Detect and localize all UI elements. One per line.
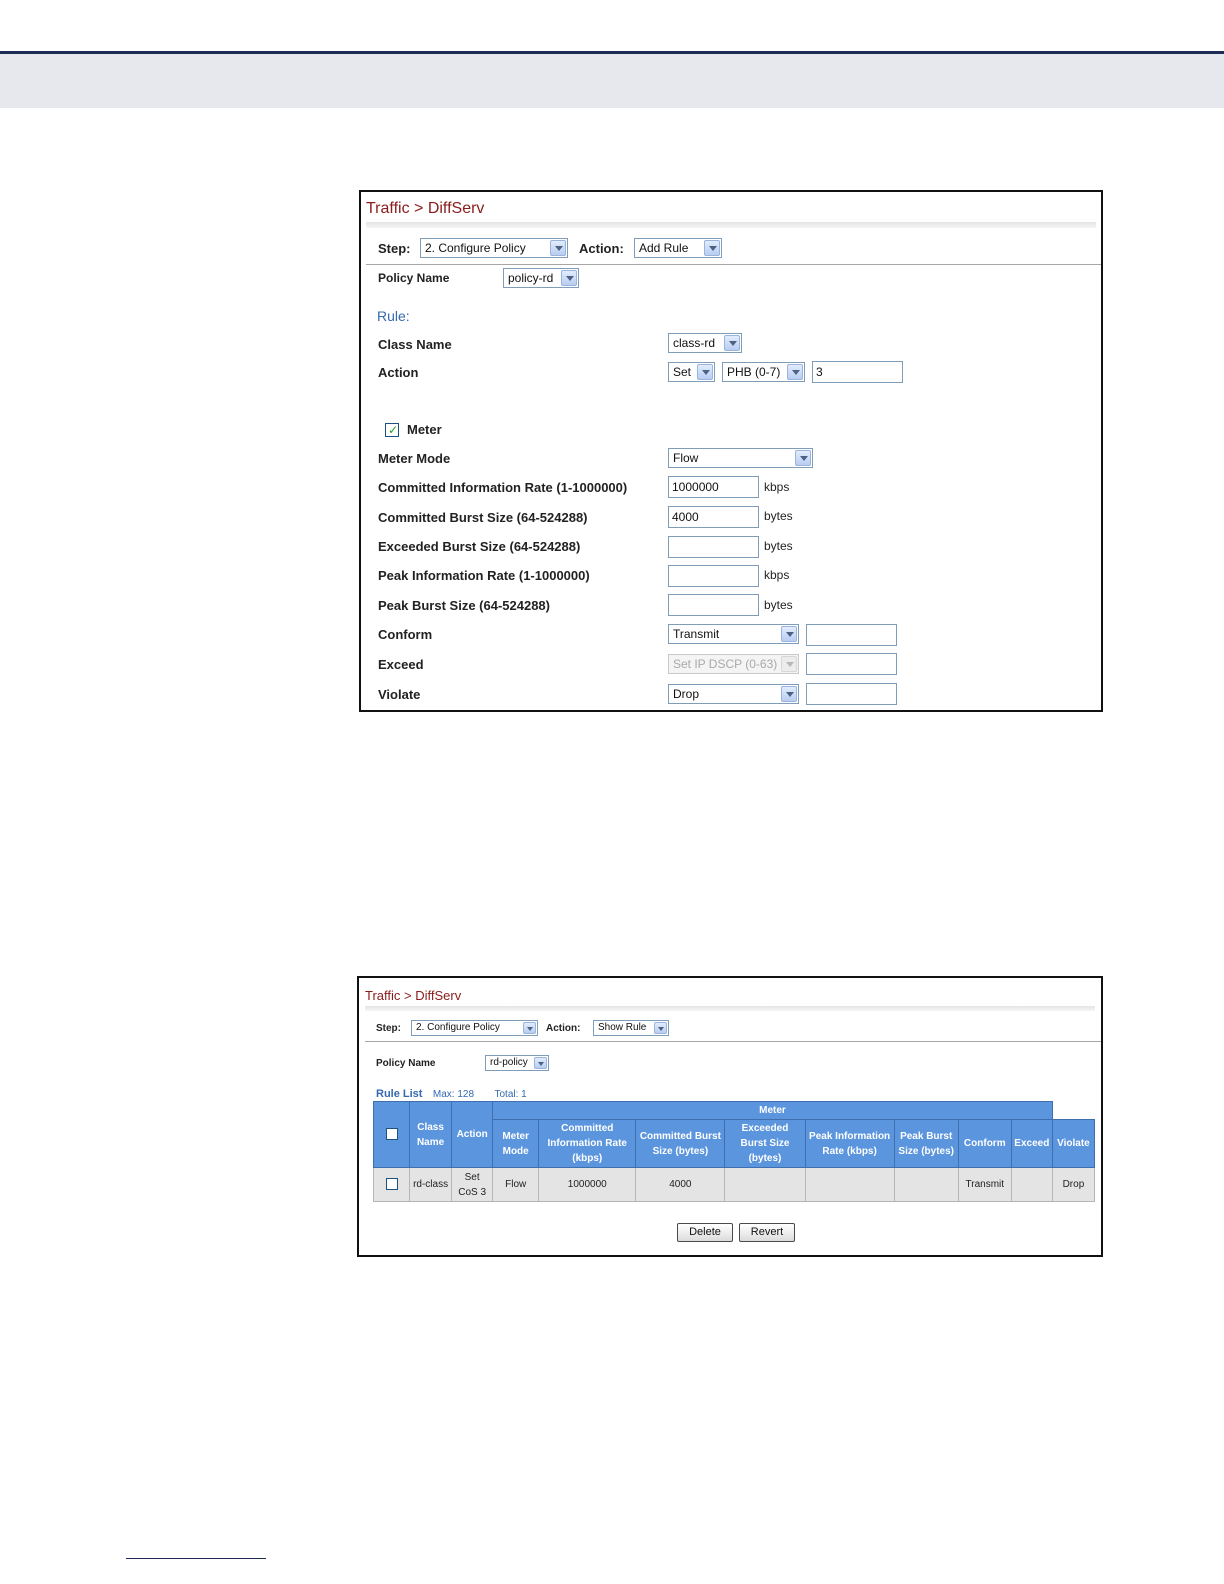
meter-mode-value: Flow [673,451,699,465]
policy-name-value: policy-rd [508,271,554,285]
ebs-unit: bytes [764,539,793,553]
meter-checkbox[interactable] [385,423,399,437]
cell-conform: Transmit [958,1168,1011,1202]
exceed-label: Exceed [378,657,424,672]
step-select[interactable] [420,238,568,258]
cir-label: Committed Information Rate (1-1000000) [378,480,628,495]
step-select-value: 2. Configure Policy [425,241,526,255]
col-pir: Peak Information Rate (kbps) [805,1120,894,1168]
violate-label: Violate [378,687,421,702]
chevron-down-icon [534,1057,547,1069]
action-set-select[interactable] [668,362,715,382]
step-label: Step: [378,241,411,256]
action-set-value: Set [673,365,692,379]
cell-violate: Drop [1052,1168,1094,1202]
step-label: Step: [376,1023,401,1034]
chevron-down-icon [781,626,797,642]
toolbar-divider [365,1041,1101,1042]
policy-name-label: Policy Name [378,271,450,285]
chevron-down-icon [795,450,811,466]
breadcrumb-diffserv[interactable]: DiffServ [415,988,462,1003]
breadcrumb-diffserv[interactable]: DiffServ [427,200,485,217]
action-value-input[interactable]: 3 [812,361,903,383]
cell-class-name: rd-class [410,1168,452,1202]
cbs-input[interactable]: 4000 [668,506,759,528]
step-select-value: 2. Configure Policy [416,1022,500,1033]
breadcrumb-traffic[interactable]: Traffic [366,200,410,217]
action-select[interactable] [634,238,722,258]
cell-pbs [894,1168,958,1202]
rule-list-caption [376,1084,527,1102]
cell-action: Set CoS 3 [452,1168,493,1202]
meter-mode-select[interactable] [668,448,813,468]
col-meter-mode: Meter Mode [493,1120,539,1168]
meter-mode-label: Meter Mode [378,451,451,466]
col-class-name: Class Name [410,1102,452,1168]
action-label: Action: [579,241,624,256]
pir-unit: kbps [764,568,790,582]
rule-list-total: Total: 1 [494,1089,527,1100]
chevron-down-icon [561,270,577,286]
table-row [374,1168,1095,1202]
violate-value: Drop [673,687,700,701]
breadcrumb-separator: > [414,200,428,217]
checkmark-icon: ✓ [388,423,399,437]
policy-name-value: rd-policy [490,1057,528,1068]
step-select[interactable] [411,1020,538,1036]
col-ebs: Exceeded Burst Size (bytes) [725,1120,805,1168]
cell-meter-mode: Flow [493,1168,539,1202]
policy-name-select[interactable] [485,1055,549,1071]
col-exceed: Exceed [1011,1120,1052,1168]
class-name-select[interactable] [668,333,742,353]
col-action: Action [452,1102,493,1168]
policy-name-label: Policy Name [376,1058,436,1069]
class-name-label: Class Name [378,337,452,352]
col-pbs: Peak Burst Size (bytes) [894,1120,958,1168]
cbs-unit: bytes [764,509,793,523]
chevron-down-icon [697,364,713,380]
pbs-label: Peak Burst Size (64-524288) [378,598,550,613]
action-select-value: Show Rule [598,1022,647,1033]
revert-button[interactable]: Revert [739,1223,795,1242]
col-group-meter: Meter [493,1102,1053,1120]
cbs-label: Committed Burst Size (64-524288) [378,510,588,525]
meter-label: Meter [407,422,442,437]
rule-list-label: Rule List [376,1088,423,1100]
page-title [365,988,461,1003]
chevron-down-icon [654,1022,667,1034]
select-all-checkbox[interactable] [386,1128,398,1140]
chevron-down-icon [724,335,740,351]
chevron-down-icon [704,240,720,256]
diffserv-add-rule-panel [359,190,1103,712]
conform-input[interactable] [806,624,897,646]
ebs-input[interactable] [668,536,759,558]
pir-input[interactable] [668,565,759,587]
delete-button[interactable]: Delete [677,1223,733,1242]
action-select-value: Add Rule [639,241,689,255]
chevron-down-icon [550,240,566,256]
rule-heading: Rule: [377,308,410,324]
select-all-header [374,1102,410,1168]
diffserv-show-rule-panel [357,976,1103,1257]
cir-input[interactable]: 1000000 [668,476,759,498]
cell-pir [805,1168,894,1202]
toolbar-divider [366,264,1101,265]
row-select-cell [374,1168,410,1202]
page-header-band [0,54,1224,108]
exceed-input[interactable] [806,653,897,675]
chevron-down-icon [523,1022,536,1034]
conform-value: Transmit [673,627,720,641]
col-violate: Violate [1052,1120,1094,1168]
page-title [366,200,484,218]
pbs-input[interactable] [668,594,759,616]
col-conform: Conform [958,1120,1011,1168]
ebs-label: Exceeded Burst Size (64-524288) [378,539,581,554]
chevron-down-icon [781,656,797,672]
exceed-select [668,654,799,674]
footer-rule [126,1558,266,1559]
cir-unit: kbps [764,480,790,494]
cell-exceed [1011,1168,1052,1202]
class-name-value: class-rd [673,336,716,350]
action-select[interactable] [593,1020,669,1036]
exceed-value: Set IP DSCP (0-63) [673,657,778,671]
rule-table [373,1101,1095,1202]
cell-ebs [725,1168,805,1202]
title-separator [365,1006,1095,1011]
conform-select[interactable] [668,624,799,644]
violate-input[interactable] [806,683,897,705]
col-cbs: Committed Burst Size (bytes) [636,1120,725,1168]
action-type-value: PHB (0-7) [727,365,781,379]
col-cir: Committed Information Rate (kbps) [539,1120,636,1168]
table-header-row [374,1102,1095,1120]
title-separator [366,222,1096,228]
breadcrumb-traffic[interactable]: Traffic [365,988,401,1003]
cell-cbs: 4000 [636,1168,725,1202]
action-row-label: Action [378,365,419,380]
action-type-select[interactable] [722,362,805,382]
rule-list-max: Max: 128 [432,1089,475,1100]
policy-name-select[interactable] [503,268,579,288]
breadcrumb-separator: > [404,988,416,1003]
pir-label: Peak Information Rate (1-1000000) [378,568,590,583]
cell-cir: 1000000 [539,1168,636,1202]
chevron-down-icon [787,364,803,380]
violate-select[interactable] [668,684,799,704]
chevron-down-icon [781,686,797,702]
conform-label: Conform [378,627,433,642]
action-label: Action: [546,1023,581,1034]
row-checkbox[interactable] [386,1178,398,1190]
pbs-unit: bytes [764,598,793,612]
